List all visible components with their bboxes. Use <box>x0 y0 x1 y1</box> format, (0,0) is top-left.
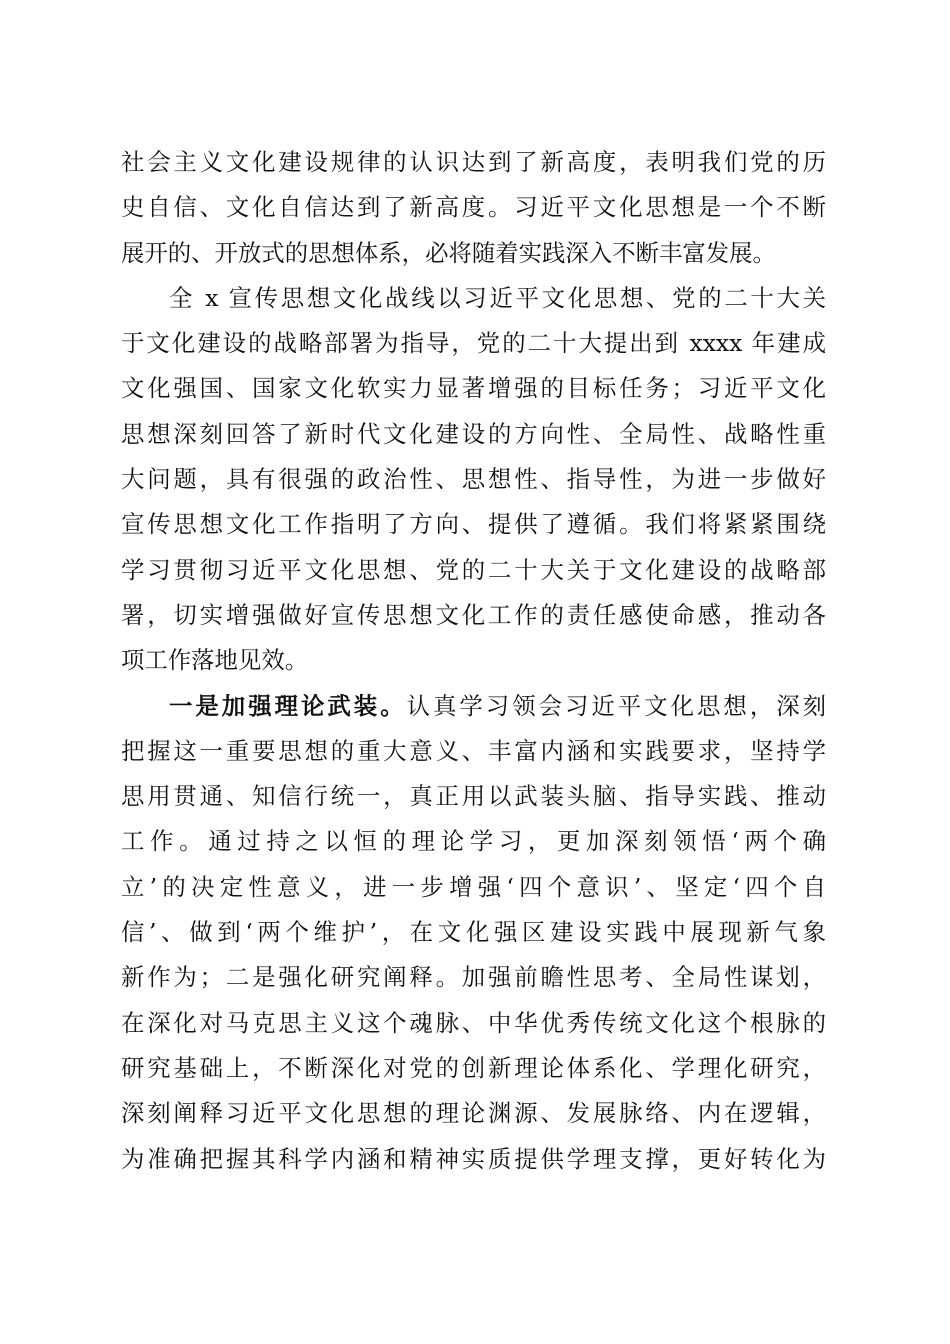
text-line: 署，切实增强做好宣传思想文化工作的责任感使命感，推动各 <box>121 600 826 629</box>
text-line: 新作为；二是强化研究阐释。加强前瞻性思考、全局性谋划， <box>121 963 826 992</box>
text-line <box>121 684 826 729</box>
text-line: 深刻阐释习近平文化思想的理论渊源、发展脉络、内在逻辑， <box>121 1099 826 1128</box>
text-line: 工作。通过持之以恒的理论学习，更加深刻领悟‘两个确 <box>121 827 826 856</box>
text-line: 社会主义文化建设规律的认识达到了新高度，表明我们党的历 <box>121 148 826 176</box>
text-line: 信’、做到‘两个维护’，在文化强区建设实践中展现新气象 <box>121 918 826 947</box>
text-span: 认真学习领会习近平文化思想，深刻 <box>406 691 826 720</box>
text-line: 全 x 宣传思想文化战线以习近平文化思想、党的二十大关 <box>169 283 826 312</box>
text-line: 学习贯彻习近平文化思想、党的二十大关于文化建设的战略部 <box>121 555 826 584</box>
text-line: 大问题，具有很强的政治性、思想性、指导性，为进一步做好 <box>121 465 826 494</box>
text-line: 项工作落地见效。 <box>121 646 309 675</box>
text-line: 史自信、文化自信达到了新高度。习近平文化思想是一个不断 <box>121 193 826 222</box>
text-line: 为准确把握其科学内涵和精神实质提供学理支撑，更好转化为 <box>121 1144 826 1173</box>
text-line: 研究基础上，不断深化对党的创新理论体系化、学理化研究， <box>121 1053 826 1082</box>
text-line: 文化强国、国家文化软实力显著增强的目标任务；习近平文化 <box>121 374 826 403</box>
document-body <box>121 140 826 1182</box>
text-line: 立’的决定性意义，进一步增强‘四个意识’、坚定‘四个自 <box>121 872 826 901</box>
text-line: 宣传思想文化工作指明了方向、提供了遵循。我们将紧紧围绕 <box>121 510 826 539</box>
text-line: 把握这一重要思想的重大意义、丰富内涵和实践要求，坚持学 <box>121 736 826 765</box>
text-line: 思用贯通、知信行统一，真正用以武装头脑、指导实践、推动 <box>121 782 826 811</box>
text-line: 在深化对马克思主义这个魂脉、中华优秀传统文化这个根脉的 <box>121 1008 826 1037</box>
text-line: 思想深刻回答了新时代文化建设的方向性、全局性、战略性重 <box>121 419 826 448</box>
section-lead-heading: 一是加强理论武装。 <box>169 691 407 720</box>
text-line: 展开的、开放式的思想体系，必将随着实践深入不断丰富发展。 <box>121 238 776 267</box>
text-line: 于文化建设的战略部署为指导，党的二十大提出到 xxxx 年建成 <box>121 329 826 358</box>
